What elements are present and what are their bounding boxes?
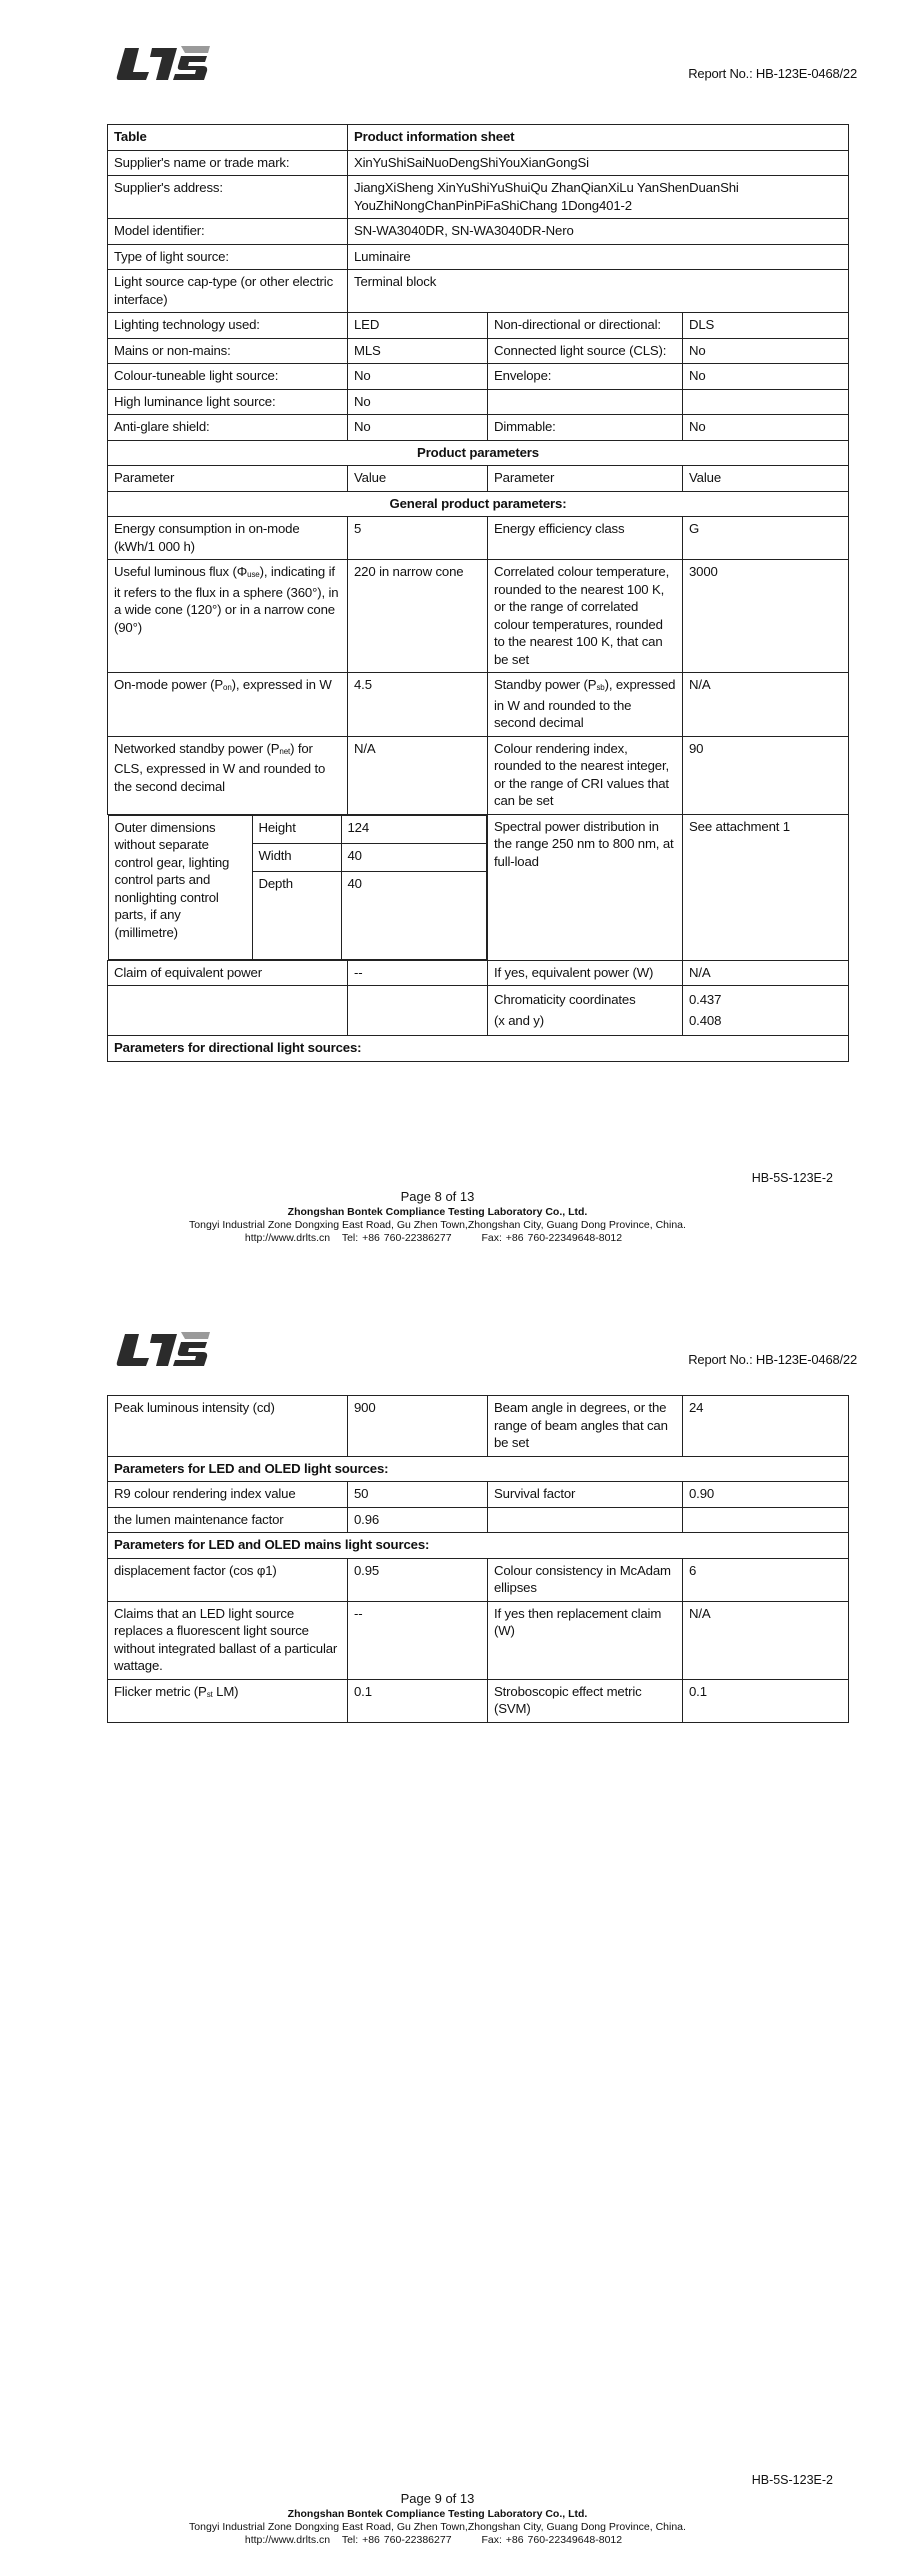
label-subscript: sb	[596, 683, 605, 692]
light-source-type-label: Type of light source:	[108, 244, 348, 270]
telephone: Tel: +86 760-22386277	[341, 1232, 452, 1244]
section-heading-row	[108, 1036, 849, 1062]
lab-address: Tongyi Industrial Zone Dongxing East Road, Gu Zhen Town,Zhongshan City, Guang Dong Province, China.	[189, 1219, 686, 1231]
table-row	[108, 364, 849, 390]
label-text: On-mode power (P	[114, 677, 224, 692]
report-number: Report No.: HB-123E-0468/22	[688, 66, 857, 81]
column-header-parameter: Parameter	[488, 466, 683, 492]
lighting-technology-label: Lighting technology used:	[108, 313, 348, 339]
label-subscript: st	[206, 1689, 213, 1699]
anti-glare-label: Anti-glare shield:	[108, 415, 348, 441]
high-luminance-value: No	[348, 389, 488, 415]
directional-value: DLS	[683, 313, 849, 339]
cap-type-label: Light source cap-type (or other electric interface)	[108, 270, 348, 313]
table-row	[108, 1558, 849, 1601]
column-header-value: Value	[348, 466, 488, 492]
colour-tuneable-value: No	[348, 364, 488, 390]
telephone: Tel: +86 760-22386277	[341, 2534, 452, 2546]
high-luminance-label: High luminance light source:	[108, 389, 348, 415]
document-code: HB-5S-123E-2	[751, 1171, 833, 1185]
lab-contact	[0, 2534, 905, 2547]
table-row	[108, 244, 849, 270]
table-row	[108, 517, 849, 560]
peak-intensity-value: 900	[348, 1396, 488, 1457]
dimensions-label: Outer dimensions without separate control gear, lighting control parts and nonlighting control parts, if any (millimetre)	[108, 815, 252, 959]
cct-value: 3000	[683, 560, 849, 673]
page-number: Page 9 of 13	[400, 2491, 475, 2506]
envelope-value: No	[683, 364, 849, 390]
lab-contact	[0, 1232, 905, 1245]
on-mode-power-value: 4.5	[348, 673, 488, 737]
directional-label: Non-directional or directional:	[488, 313, 683, 339]
page-footer	[0, 1190, 905, 1245]
chromaticity-y: 0.408	[689, 1013, 722, 1028]
table-row	[108, 313, 849, 339]
label-text: LM)	[212, 1683, 239, 1699]
supplier-address-label: Supplier's address:	[108, 176, 348, 219]
lab-address: Tongyi Industrial Zone Dongxing East Road, Gu Zhen Town,Zhongshan City, Guang Dong Province, China.	[189, 2521, 686, 2533]
depth-value: 40	[341, 871, 487, 959]
empty-cell	[683, 389, 849, 415]
fax: Fax: +86 760-22349648-8012	[481, 2534, 623, 2546]
label-text: Flicker metric (P	[114, 1683, 207, 1699]
table-row	[108, 1679, 849, 1722]
label-subscript: on	[223, 683, 232, 692]
table-title-row	[108, 125, 849, 151]
survival-factor-value: 0.90	[683, 1482, 849, 1508]
label-text: Useful luminous flux (Φ	[114, 564, 248, 579]
displacement-factor-value: 0.95	[348, 1558, 488, 1601]
label-subscript: use	[247, 570, 260, 579]
envelope-label: Envelope:	[488, 364, 683, 390]
label-text: Networked standby power (P	[114, 740, 280, 756]
table-label: Table	[108, 125, 348, 151]
label-text: ), expressed in W and rounded to the second decimal	[494, 677, 676, 730]
mains-label: Mains or non-mains:	[108, 338, 348, 364]
height-value: 124	[341, 815, 487, 843]
column-header-parameter: Parameter	[108, 466, 348, 492]
luminous-flux-label	[108, 560, 348, 673]
empty-cell	[683, 1507, 849, 1533]
product-information-table	[107, 124, 849, 1062]
website-link[interactable]: http://www.drlts.cn	[244, 2534, 331, 2546]
table-row	[108, 1601, 849, 1679]
equivalent-power-value: N/A	[683, 960, 849, 986]
section-heading-row	[108, 1456, 849, 1482]
general-parameters-heading: General product parameters:	[108, 491, 849, 517]
page-number: Page 8 of 13	[400, 1189, 475, 1204]
table-row	[108, 389, 849, 415]
supplier-address-value: JiangXiSheng XinYuShiYuShuiQu ZhanQianXiLu YanShenDuanShi YouZhiNongChanPinPiFaShiChang 1Dong401-2	[348, 176, 849, 219]
height-label: Height	[252, 815, 341, 843]
depth-label: Depth	[252, 871, 341, 959]
networked-standby-label	[108, 736, 348, 814]
standby-power-value: N/A	[683, 673, 849, 737]
report-page-9	[0, 1290, 905, 2560]
empty-cell	[108, 986, 348, 1036]
spectral-distribution-label: Spectral power distribution in the range 250 nm to 800 nm, at full-load	[488, 814, 683, 960]
supplier-name-value: XinYuShiSaiNuoDengShiYouXianGongSi	[348, 150, 849, 176]
table-row	[108, 219, 849, 245]
peak-intensity-label: Peak luminous intensity (cd)	[108, 1396, 348, 1457]
empty-cell	[488, 1507, 683, 1533]
replacement-claim-label: Claims that an LED light source replaces a fluorescent light source without integrated ballast of a particular wattage.	[108, 1601, 348, 1679]
label-subscript: net	[279, 746, 291, 756]
table-row	[108, 176, 849, 219]
page-footer	[0, 2492, 905, 2547]
empty-cell	[348, 986, 488, 1036]
colour-consistency-value: 6	[683, 1558, 849, 1601]
product-parameters-table-continued	[107, 1395, 849, 1723]
empty-cell	[488, 389, 683, 415]
table-row	[108, 673, 849, 737]
chromaticity-value	[683, 986, 849, 1036]
cri-label: Colour rendering index, rounded to the nearest integer, or the range of CRI values that can be set	[488, 736, 683, 814]
equivalent-power-label: If yes, equivalent power (W)	[488, 960, 683, 986]
light-source-type-value: Luminaire	[348, 244, 849, 270]
spectral-distribution-value: See attachment 1	[683, 814, 849, 960]
section-heading-row	[108, 1533, 849, 1559]
colour-consistency-label: Colour consistency in McAdam ellipses	[488, 1558, 683, 1601]
directional-parameters-heading: Parameters for directional light sources:	[108, 1036, 849, 1062]
energy-class-value: G	[683, 517, 849, 560]
lab-name: Zhongshan Bontek Compliance Testing Laboratory Co., Ltd.	[287, 1206, 588, 1218]
table-row	[108, 986, 849, 1036]
column-header-value: Value	[683, 466, 849, 492]
mains-value: MLS	[348, 338, 488, 364]
width-value: 40	[341, 843, 487, 871]
label-text: ) for CLS, expressed in W and rounded to the second decimal	[114, 740, 326, 794]
led-mains-parameters-heading: Parameters for LED and OLED mains light sources:	[108, 1533, 849, 1559]
cri-value: 90	[683, 736, 849, 814]
led-parameters-heading: Parameters for LED and OLED light sources:	[108, 1456, 849, 1482]
label-text: (x and y)	[494, 1013, 544, 1028]
beam-angle-label: Beam angle in degrees, or the range of beam angles that can be set	[488, 1396, 683, 1457]
document-code: HB-5S-123E-2	[751, 2473, 833, 2487]
chromaticity-label	[488, 986, 683, 1036]
networked-standby-value: N/A	[348, 736, 488, 814]
cct-label: Correlated colour temperature, rounded to the nearest 100 K, or the range of correlated colour temperatures, rounded to the nearest 100 K, that can be set	[488, 560, 683, 673]
equivalent-power-claim-value: --	[348, 960, 488, 986]
flicker-metric-label	[108, 1679, 348, 1722]
dimmable-value: No	[683, 415, 849, 441]
energy-consumption-label: Energy consumption in on-mode (kWh/1 000 h)	[108, 517, 348, 560]
table-title: Product information sheet	[348, 125, 849, 151]
table-row	[108, 150, 849, 176]
lab-name: Zhongshan Bontek Compliance Testing Laboratory Co., Ltd.	[287, 2508, 588, 2520]
dimensions-subtable	[108, 815, 488, 960]
luminous-flux-value: 220 in narrow cone	[348, 560, 488, 673]
column-header-row	[108, 466, 849, 492]
lumen-maintenance-label: the lumen maintenance factor	[108, 1507, 348, 1533]
table-row	[108, 1507, 849, 1533]
table-row	[108, 814, 849, 960]
lts-logo-icon	[115, 1330, 211, 1370]
anti-glare-value: No	[348, 415, 488, 441]
replacement-claim-value: --	[348, 1601, 488, 1679]
table-row	[108, 1396, 849, 1457]
product-parameters-heading: Product parameters	[108, 440, 849, 466]
standby-power-label	[488, 673, 683, 737]
lumen-maintenance-value: 0.96	[348, 1507, 488, 1533]
cls-label: Connected light source (CLS):	[488, 338, 683, 364]
equivalent-power-claim-label: Claim of equivalent power	[108, 960, 348, 986]
colour-tuneable-label: Colour-tuneable light source:	[108, 364, 348, 390]
table-row	[108, 736, 849, 814]
r9-value: 50	[348, 1482, 488, 1508]
cls-value: No	[683, 338, 849, 364]
section-heading-row	[108, 491, 849, 517]
lts-logo-icon	[115, 44, 211, 84]
dimmable-label: Dimmable:	[488, 415, 683, 441]
model-identifier-value: SN-WA3040DR, SN-WA3040DR-Nero	[348, 219, 849, 245]
lighting-technology-value: LED	[348, 313, 488, 339]
flicker-metric-value: 0.1	[348, 1679, 488, 1722]
table-row	[108, 338, 849, 364]
table-row	[108, 270, 849, 313]
label-text: ), expressed in W	[231, 677, 332, 692]
section-heading-row	[108, 440, 849, 466]
energy-class-label: Energy efficiency class	[488, 517, 683, 560]
on-mode-power-label	[108, 673, 348, 737]
displacement-factor-label: displacement factor (cos φ1)	[108, 1558, 348, 1601]
label-text: Chromaticity coordinates	[494, 992, 636, 1007]
website-link[interactable]: http://www.drlts.cn	[244, 1232, 331, 1244]
cap-type-value: Terminal block	[348, 270, 849, 313]
label-text: Standby power (P	[494, 677, 597, 692]
stroboscopic-metric-value: 0.1	[683, 1679, 849, 1722]
energy-consumption-value: 5	[348, 517, 488, 560]
beam-angle-value: 24	[683, 1396, 849, 1457]
stroboscopic-metric-label: Stroboscopic effect metric (SVM)	[488, 1679, 683, 1722]
fax: Fax: +86 760-22349648-8012	[481, 1232, 623, 1244]
dimensions-cell	[108, 814, 488, 960]
table-row	[108, 560, 849, 673]
model-identifier-label: Model identifier:	[108, 219, 348, 245]
report-number: Report No.: HB-123E-0468/22	[688, 1352, 857, 1367]
table-row	[108, 1482, 849, 1508]
table-row	[108, 415, 849, 441]
replacement-wattage-value: N/A	[683, 1601, 849, 1679]
label-text: ), indicating if it refers to the flux in a sphere (360°), in a wide cone (120°) or in a narrow cone (90°)	[114, 564, 339, 635]
r9-label: R9 colour rendering index value	[108, 1482, 348, 1508]
replacement-wattage-label: If yes then replacement claim (W)	[488, 1601, 683, 1679]
chromaticity-x: 0.437	[689, 992, 722, 1007]
survival-factor-label: Survival factor	[488, 1482, 683, 1508]
table-row	[108, 960, 849, 986]
supplier-name-label: Supplier's name or trade mark:	[108, 150, 348, 176]
width-label: Width	[252, 843, 341, 871]
